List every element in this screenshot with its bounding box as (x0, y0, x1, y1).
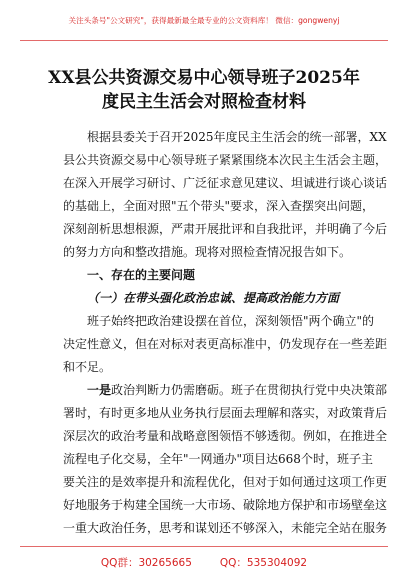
text-line: 和不足。 (63, 360, 112, 374)
text-line: 决定性意义，但在对标对表更高标准中，仍发现存在一些差距 (63, 337, 388, 351)
header-banner-text: 关注头条号"公文研究"，获得最新最全最专业的公文资料库！ 微信：gongwenyj (68, 15, 340, 25)
section-heading: 一、存在的主要问题 (87, 268, 196, 282)
text-line: 好地服务于构建全国统一大市场、破除地方保护和市场壁垒这 (63, 498, 388, 512)
subsection-heading: （一）在带头强化政治忠诚、提高政治能力方面 (87, 291, 340, 305)
text-line: 班子始终把政治建设摆在首位，深刻领悟"两个确立"的 (87, 314, 375, 328)
text-line: 要关注的是效率提升和流程优化，但对于如何通过这项工作更 (63, 475, 388, 489)
document-title-line-1: XX县公共资源交易中心领导班子2025年 (48, 68, 360, 88)
text-line: 一重大政治任务，思考和谋划还不够深入，未能完全站在服务 (63, 521, 388, 535)
text-line: 的努力方向和整改措施。现将对照检查情况报告如下。 (63, 245, 352, 259)
footer-qq-group: QQ群：30265665 (100, 556, 192, 569)
document-title-line-2: 度民主生活会对照检查材料 (102, 92, 306, 112)
footer (0, 549, 408, 575)
text-run: 政治判断力仍需磨砺。班子在贯彻执行党中央决策部 (111, 383, 388, 397)
footer-divider (20, 546, 388, 547)
text-line: 流程电子化交易，全年"一网通办"项目达668个时，班子主 (63, 452, 373, 466)
text-line (87, 381, 388, 399)
text-line: 署时，有时更多地从业务执行层面去理解和落实，对政策背后 (63, 406, 388, 420)
text-line: 深刻剖析思想根源，严肃开展批评和自我批评，并明确了今后 (63, 222, 388, 236)
text-line: 县公共资源交易中心领导班子紧紧围绕本次民主生活会主题， (63, 153, 388, 167)
text-line: 的基础上，全面对照"五个带头"要求，深入查摆突出问题， (63, 199, 375, 213)
header-divider (20, 40, 388, 41)
text-line: 根据县委关于召开2025年度民主生活会的统一部署，XX (87, 130, 387, 144)
point-lead: 一是 (87, 383, 112, 397)
footer-qq-contact: QQ：535304092 (219, 556, 308, 569)
header-banner (0, 0, 408, 40)
text-line: 深层次的政治考量和战略意图领悟不够透彻。例如，在推进全 (63, 429, 388, 443)
text-line: 在深入开展学习研讨、广泛征求意见建议、坦诚进行谈心谈话 (63, 176, 388, 190)
